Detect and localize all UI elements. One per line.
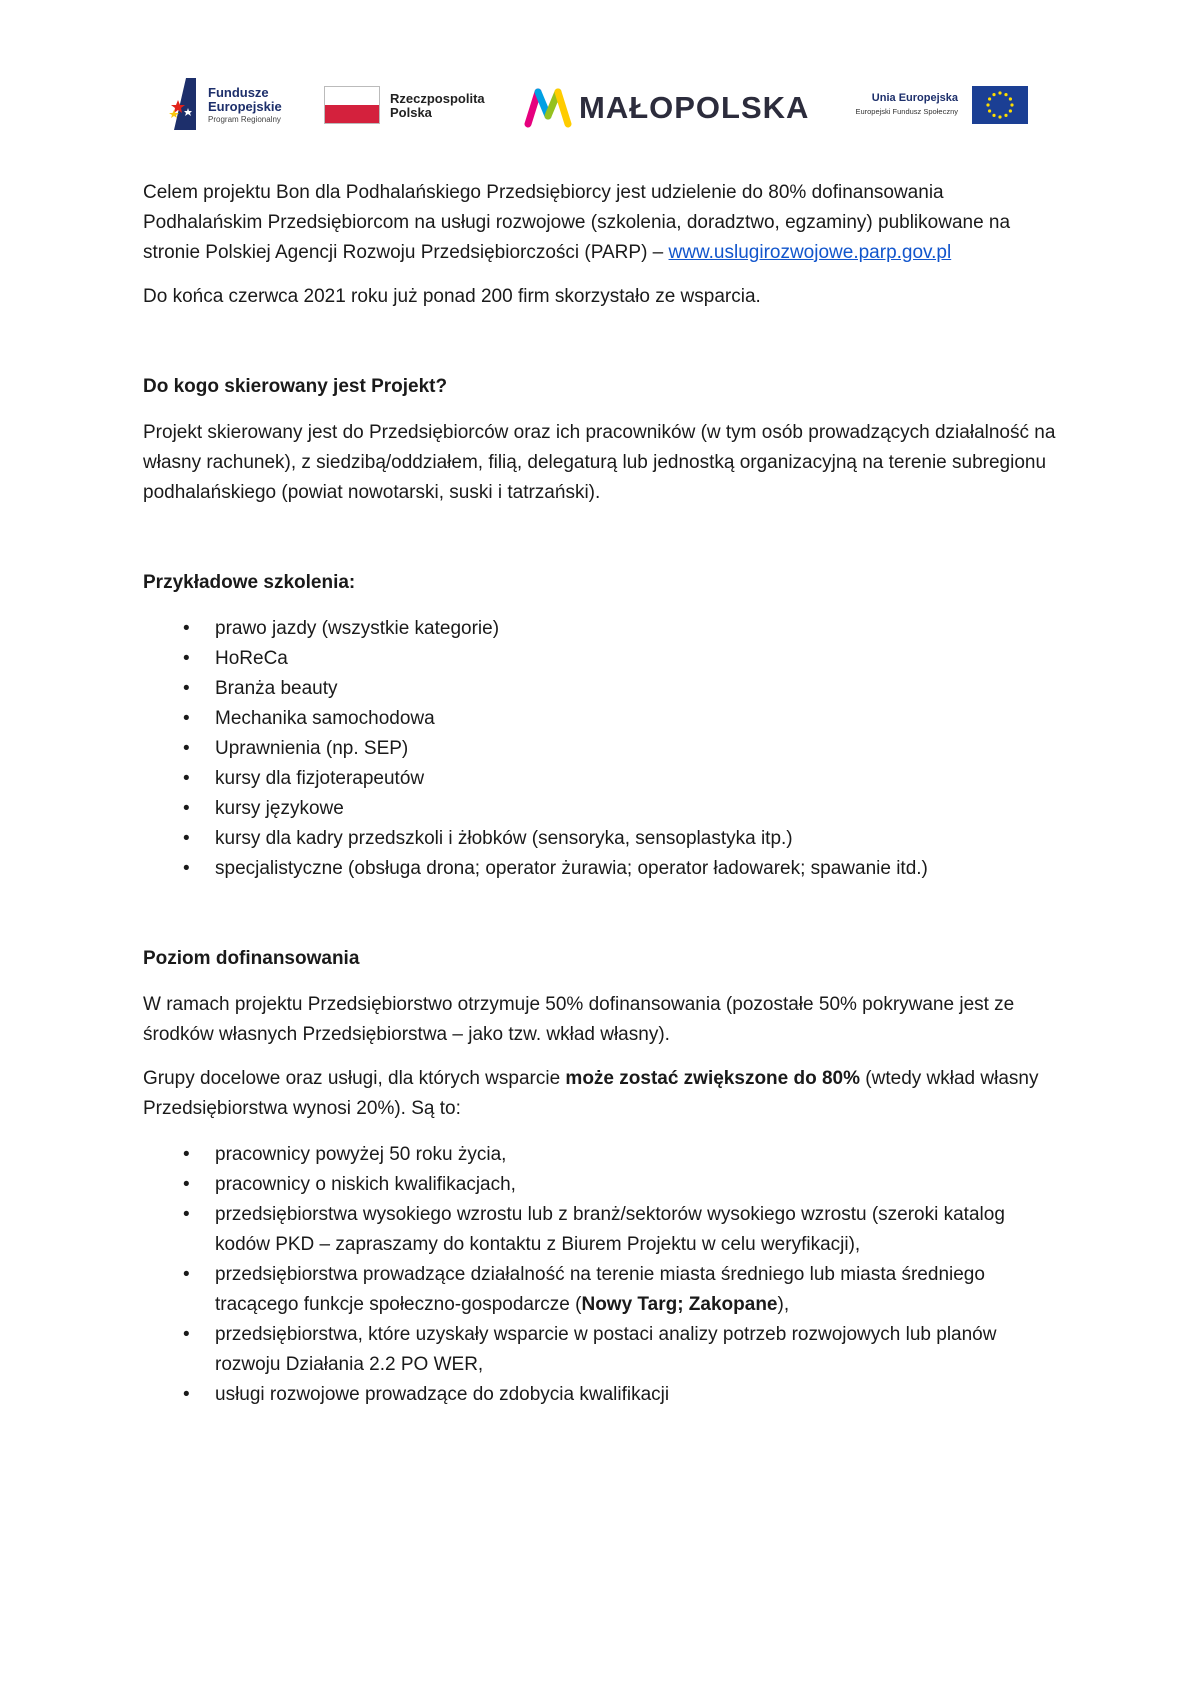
list-item [143,854,1063,884]
rp-line1: Rzeczpospolita [390,91,485,106]
fundusze-europejskie-logo [166,76,296,134]
eu-stars-icon [972,86,1028,124]
list-item [143,1380,1063,1410]
funding-paragraph-2 [143,1064,1063,1124]
list-item [143,824,1063,854]
eu-line1: Unia Europejska [871,92,958,104]
rp-line2: Polska [390,105,432,120]
intro-paragraph [143,178,1063,268]
eligible-groups-list [143,1140,1063,1410]
list-item [143,614,1063,644]
list-item-text: Branża beauty [215,678,338,699]
malopolska-logo [524,84,814,134]
fe-line1: Fundusze [208,85,269,100]
funding-heading: Poziom dofinansowania [143,948,360,969]
list-item-text: Mechanika samochodowa [215,708,435,729]
list-item [143,734,1063,764]
bullet-icon: • [183,648,190,669]
unia-europejska-logo [840,84,1030,126]
bullet-icon: • [183,798,190,819]
document-body [143,178,1063,1410]
bullet-icon: • [183,618,190,639]
bullet-icon: • [183,1324,190,1345]
list-item-bold: Nowy Targ; Zakopane [581,1294,778,1315]
intro-text: Celem projektu Bon dla Podhalańskiego Przedsiębiorcy jest udzielenie do 80% dofinansowania Podhalańskim Przedsiębiorcom na usługi rozwojowe (szkolenia, doradztwo, egzaminy) publikowane na stronie Polskiej Agencji Rozwoju Przedsiębiorczości (PARP) – [143,182,1011,263]
malopolska-text: MAŁOPOLSKA [579,90,810,125]
list-item-text: kursy językowe [215,798,344,819]
funding-paragraph-1: W ramach projektu Przedsiębiorstwo otrzymuje 50% dofinansowania (pozostałe 50% pokrywane jest ze środków własnych Przedsiębiorstwa – jako tzw. wkład własny). [143,994,1015,1045]
list-item-text: przedsiębiorstwa prowadzące działalność na terenie miasta średniego lub miasta średniego tracącego funkcje społeczno-gospodarcze ( [215,1264,985,1315]
eu-logo-text [840,92,958,118]
rzeczpospolita-polska-logo [324,84,504,130]
rp-logo-text [390,92,485,120]
eu-flag-icon [972,86,1028,124]
fe-logo-text [208,86,282,125]
list-item-text: usługi rozwojowe prowadzące do zdobycia kwalifikacji [215,1384,670,1405]
funding-p2-bold: może zostać zwiększone do 80% [565,1068,861,1089]
bullet-icon: • [183,1264,190,1285]
list-item-text: kursy dla fizjoterapeutów [215,768,425,789]
list-item-text: przedsiębiorstwa, które uzyskały wsparcie w postaci analizy potrzeb rozwojowych lub planów rozwoju Działania 2.2 PO WER, [215,1324,997,1375]
bullet-icon: • [183,738,190,759]
funding-p2-text-a: Grupy docelowe oraz usługi, dla których wsparcie [143,1068,566,1089]
list-item-text: Uprawnienia (np. SEP) [215,738,409,759]
list-item [143,644,1063,674]
bullet-icon: • [183,708,190,729]
list-item [143,1200,1063,1260]
list-item-text: HoReCa [215,648,288,669]
malopolska-emblem-icon [524,86,574,128]
fe-line2: Europejskie [208,99,282,114]
list-item-text: kursy dla kadry przedszkoli i żłobków (sensoryka, sensoplastyka itp.) [215,828,793,849]
bullet-icon: • [183,858,190,879]
bullet-icon: • [183,1144,190,1165]
list-item [143,794,1063,824]
trainings-list [143,614,1063,884]
list-item-text: specjalistyczne (obsługa drona; operator żurawia; operator ładowarek; spawanie itd.) [215,858,928,879]
list-item [143,764,1063,794]
bullet-icon: • [183,768,190,789]
funding-p2-text-b: (wtedy wkład własny Przedsiębiorstwa wynosi 20%). Są to: [143,1068,1039,1119]
list-item [143,674,1063,704]
bullet-icon: • [183,1384,190,1405]
fe-emblem-icon [166,78,200,130]
list-item [143,704,1063,734]
stats-paragraph: Do końca czerwca 2021 roku już ponad 200 firm skorzystało ze wsparcia. [143,286,761,307]
polish-flag-icon [324,86,380,124]
eu-line2: Europejski Fundusz Społeczny [855,107,958,116]
bullet-icon: • [183,678,190,699]
trainings-heading: Przykładowe szkolenia: [143,572,356,593]
bullet-icon: • [183,828,190,849]
list-item [143,1260,1063,1320]
list-item [143,1170,1063,1200]
list-item-text: pracownicy powyżej 50 roku życia, [215,1144,507,1165]
parp-link[interactable]: www.uslugirozwojowe.parp.gov.pl [668,242,952,263]
bullet-icon: • [183,1204,190,1225]
target-paragraph: Projekt skierowany jest do Przedsiębiorców oraz ich pracowników (w tym osób prowadzących działalność na własny rachunek), z siedzibą/oddziałem, filią, delegaturą lub jednostką organizacyjną na terenie subregionu podhalańskiego (powiat nowotarski, suski i tatrzański). [143,422,1056,503]
bullet-icon: • [183,1174,190,1195]
logo-bar [0,0,1191,150]
list-item [143,1140,1063,1170]
list-item-text-end: ), [777,1294,790,1315]
list-item-text: pracownicy o niskich kwalifikacjach, [215,1174,516,1195]
target-heading: Do kogo skierowany jest Projekt? [143,376,448,397]
fe-line3: Program Regionalny [208,115,281,124]
list-item-text: prawo jazdy (wszystkie kategorie) [215,618,500,639]
list-item-text: przedsiębiorstwa wysokiego wzrostu lub z branż/sektorów wysokiego wzrostu (szeroki katalog kodów PKD – zapraszamy do kontaktu z Biurem Projektu w celu weryfikacji), [215,1204,1005,1255]
list-item [143,1320,1063,1380]
